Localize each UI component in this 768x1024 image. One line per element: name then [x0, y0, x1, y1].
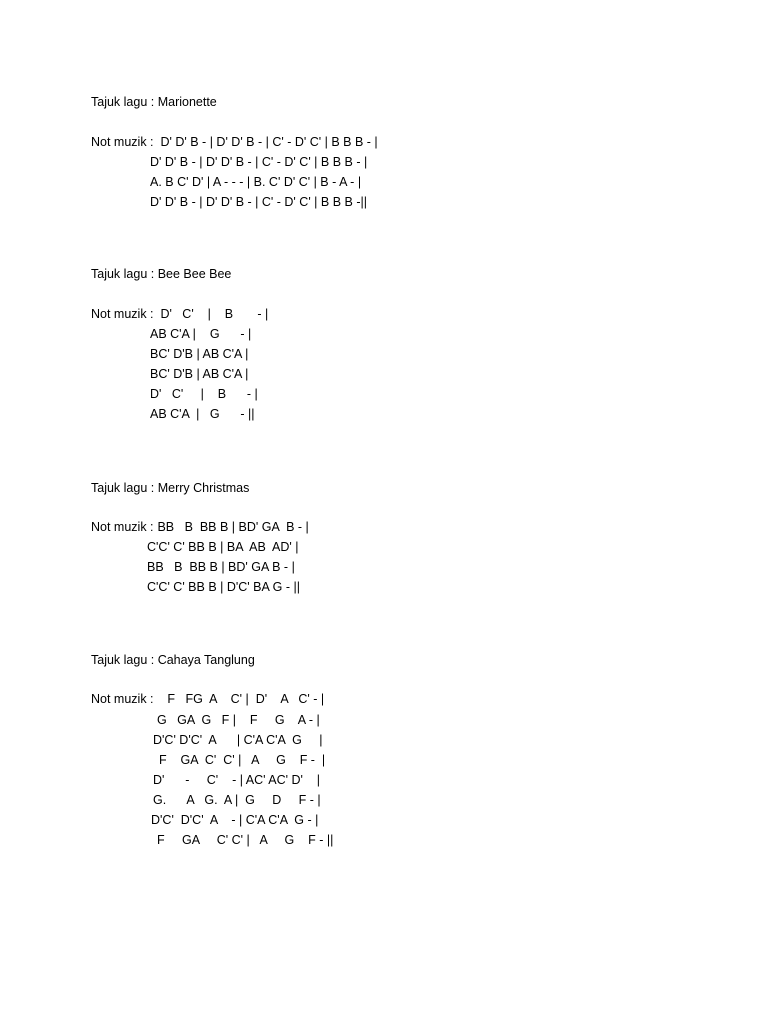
song-title-bee-bee-bee: Tajuk lagu : Bee Bee Bee — [91, 267, 232, 281]
notes-line: A. B C' D' | A - - - | B. C' D' C' | B - A - | — [150, 175, 362, 189]
notes-line: G. A G. A | G D F - | — [153, 793, 321, 807]
notes-line: BC' D'B | AB C'A | — [150, 347, 249, 361]
notes-line: AB C'A | G - || — [150, 407, 255, 421]
notes-label-merry-christmas: Not muzik : — [91, 520, 154, 534]
notes-line: D' - C' - | AC' AC' D' | — [153, 773, 321, 787]
notes-line: D'C' D'C' A | C'A C'A G | — [153, 733, 323, 747]
notes-line: D' D' B - | D' D' B - | C' - D' C' | B B B -|| — [150, 195, 367, 209]
notes-line: BB B BB B | BD' GA B - | — [147, 560, 295, 574]
notes-line: G GA G F | F G A - | — [157, 713, 320, 727]
notes-line: BB B BB B | BD' GA B - | — [154, 520, 309, 534]
notes-line: F GA C' C' | A G F - | — [159, 753, 326, 767]
notes-line: C'C' C' BB B | BA AB AD' | — [147, 540, 299, 554]
notes-line: F FG A C' | D' A C' - | — [157, 692, 325, 706]
notes-line: F GA C' C' | A G F - || — [157, 833, 334, 847]
notes-label-cahaya-tanglung: Not muzik : — [91, 692, 154, 706]
notes-line: D' D' B - | D' D' B - | C' - D' C' | B B B - | — [157, 135, 378, 149]
notes-line: D' D' B - | D' D' B - | C' - D' C' | B B B - | — [150, 155, 368, 169]
notes-line: D' C' | B - | — [150, 387, 258, 401]
notes-line: C'C' C' BB B | D'C' BA G - || — [147, 580, 300, 594]
song-title-cahaya-tanglung: Tajuk lagu : Cahaya Tanglung — [91, 653, 255, 667]
song-title-marionette: Tajuk lagu : Marionette — [91, 95, 217, 109]
song-title-merry-christmas: Tajuk lagu : Merry Christmas — [91, 481, 250, 495]
notes-line: AB C'A | G - | — [150, 327, 252, 341]
notes-label-marionette: Not muzik : — [91, 135, 154, 149]
notes-label-bee-bee-bee: Not muzik : — [91, 307, 154, 321]
notes-line: D'C' D'C' A - | C'A C'A G - | — [151, 813, 319, 827]
notes-line: D' C' | B - | — [157, 307, 269, 321]
notes-line: BC' D'B | AB C'A | — [150, 367, 249, 381]
